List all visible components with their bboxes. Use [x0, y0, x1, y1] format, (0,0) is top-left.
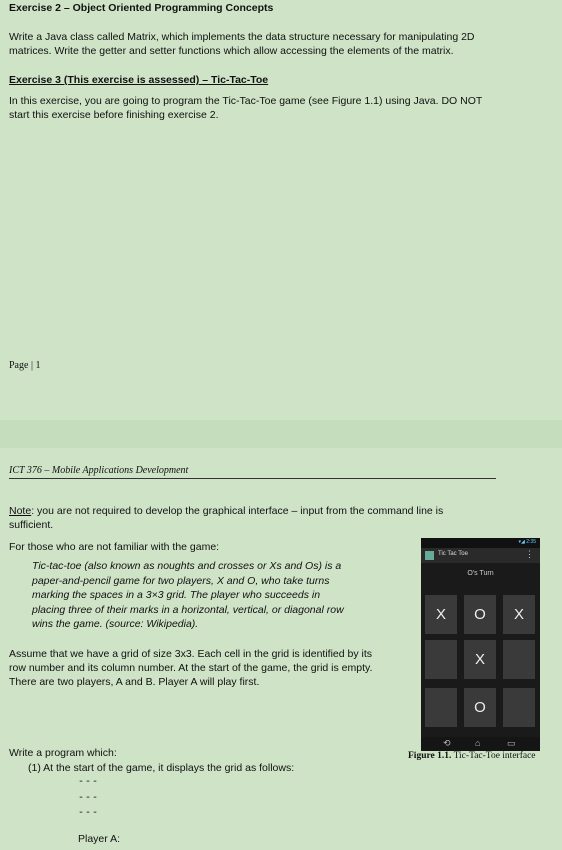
nav-bar — [421, 737, 540, 751]
back-icon[interactable]: ⟲ — [443, 738, 451, 748]
app-bar — [421, 548, 540, 563]
cell-1-2[interactable] — [503, 640, 535, 679]
quote-line-4: placing three of their marks in a horizontal, vertical, or diagonal row — [32, 604, 344, 616]
intro-text: For those who are not familiar with the game: — [9, 541, 220, 553]
turn-indicator: O's Turn — [467, 570, 494, 577]
app-title: Tic Tac Toe — [438, 551, 468, 557]
exercise3-text-line2: start this exercise before finishing exercise 2. — [9, 109, 219, 121]
exercise2-text-line2: matrices. Write the getter and setter functions which allow accessing the elements of the matrix. — [9, 45, 454, 57]
overflow-menu-icon[interactable]: ⋮ — [525, 549, 534, 559]
grid-row-1: --- — [78, 777, 100, 788]
page-number: Page | 1 — [9, 360, 41, 371]
status-icons: ▾◢ 2:35 — [518, 539, 536, 545]
home-icon[interactable]: ⌂ — [475, 738, 481, 748]
header-rule — [9, 478, 496, 479]
exercise2-text-line1: Write a Java class called Matrix, which implements the data structure necessary for manipulating 2D — [9, 31, 475, 43]
grid-row-2: --- — [78, 793, 100, 804]
assume-line-1: Assume that we have a grid of size 3x3. Each cell in the grid is identified by its — [9, 648, 373, 660]
quote-line-5: wins the game. (source: Wikipedia). — [32, 618, 199, 630]
tic-tac-toe-phone-screenshot — [421, 538, 540, 751]
recent-apps-icon[interactable]: ▭ — [507, 738, 516, 748]
note-label: Note — [9, 505, 32, 517]
cell-1-1[interactable]: X — [464, 640, 496, 679]
exercise3-text-line1: In this exercise, you are going to program the Tic-Tac-Toe game (see Figure 1.1) using Java. DO NOT — [9, 95, 483, 107]
player-prompt: Player A: — [78, 833, 121, 845]
page-break — [0, 420, 562, 448]
quote-line-2: paper-and-pencil game for two players, X and O, who take turns — [32, 575, 330, 587]
cell-2-1[interactable]: O — [464, 688, 496, 727]
note-line2: sufficient. — [9, 519, 54, 531]
cell-0-1[interactable]: O — [464, 595, 496, 634]
assume-line-2: row number and its column number. At the start of the game, the grid is empty. — [9, 662, 373, 674]
cell-0-0[interactable]: X — [425, 595, 457, 634]
cell-2-0[interactable] — [425, 688, 457, 727]
cell-0-2[interactable]: X — [503, 595, 535, 634]
figure-label: Figure 1.1. — [408, 751, 452, 761]
exercise3-heading: Exercise 3 (This exercise is assessed) – Tic-Tac-Toe — [9, 74, 269, 86]
quote-line-3: marking the spaces in a 3×3 grid. The player who succeeds in — [32, 589, 321, 601]
note-text: : you are not required to develop the graphical interface – input from the command line is — [31, 505, 444, 517]
cell-2-2[interactable] — [503, 688, 535, 727]
figure-caption-text: Tic-Tac-Toe interface — [451, 751, 536, 761]
app-icon — [425, 551, 434, 560]
quote-line-1: Tic-tac-toe (also known as noughts and crosses or Xs and Os) is a — [32, 560, 342, 572]
write-program-text: Write a program which: — [9, 747, 117, 759]
figure-caption — [408, 751, 536, 761]
running-header: ICT 376 – Mobile Applications Development — [9, 465, 189, 476]
exercise2-heading: Exercise 2 – Object Oriented Programming Concepts — [9, 2, 274, 14]
list-item-1: (1) At the start of the game, it displays the grid as follows: — [28, 762, 295, 774]
grid-row-3: --- — [78, 808, 100, 819]
status-bar — [421, 538, 540, 548]
assume-line-3: There are two players, A and B. Player A will play first. — [9, 676, 260, 688]
cell-1-0[interactable] — [425, 640, 457, 679]
note-line1 — [9, 504, 443, 518]
